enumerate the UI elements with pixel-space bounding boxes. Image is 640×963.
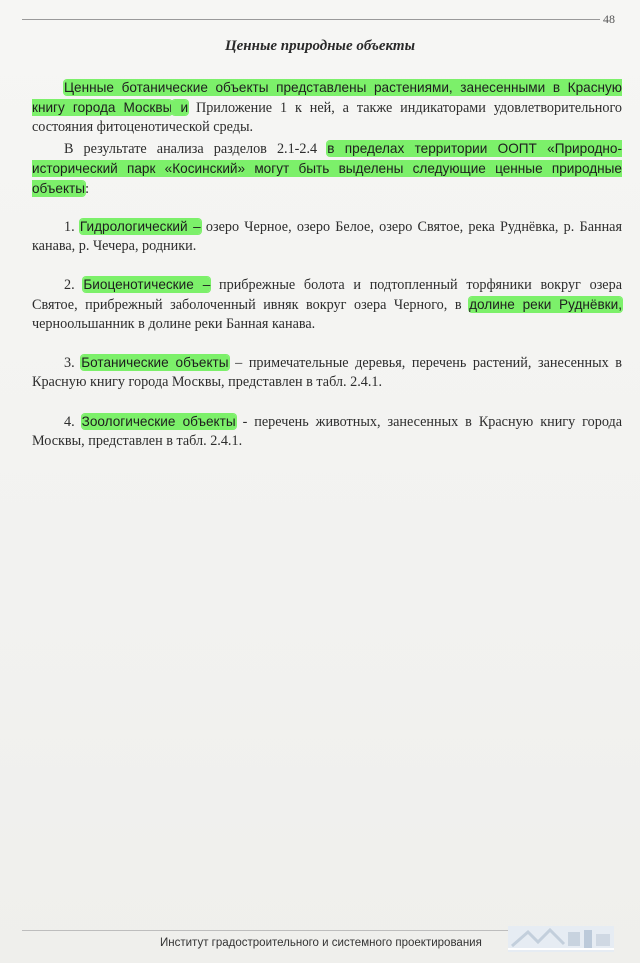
page-number: 48	[603, 12, 615, 26]
item-heading: Зоологические объекты	[81, 414, 236, 429]
list-item	[32, 412, 622, 451]
intro-paragraph	[32, 78, 622, 137]
item-text-c: черноольшанник в долине реки Банная канава.	[32, 316, 316, 332]
item-text: прибрежные болота и подтопленный торфяники вокруг озера Святое, прибрежный заболоченный ивняк вокруг озера Черного, в	[32, 277, 622, 313]
list-item	[32, 217, 622, 256]
item-number: 4.	[64, 414, 82, 430]
item-text: – примечательные деревья, перечень растений, занесенных в Красную книгу города Москвы, представлен в табл. 2.4.1.	[32, 355, 623, 390]
list-item	[32, 353, 622, 392]
item-highlight-b: долине реки Руднёвки,	[469, 297, 623, 312]
analysis-post: :	[85, 181, 90, 197]
header-rule	[22, 19, 600, 20]
intro-highlight-tail: и	[172, 100, 189, 115]
item-heading: Гидрологический –	[79, 219, 201, 234]
item-number: 2.	[64, 277, 84, 293]
intro-rest: Приложение 1 к ней, а также индикаторами удовлетворительного состояния фитоценотической среды.	[32, 100, 623, 135]
analysis-pre: В результате анализа разделов 2.1-2.4	[64, 141, 328, 157]
footer-rule	[22, 930, 522, 931]
footer-institute: Институт градостроительного и системного проектирования	[160, 937, 482, 949]
list-item	[32, 275, 622, 334]
item-number: 1.	[64, 219, 80, 235]
item-number: 3.	[64, 355, 82, 371]
analysis-highlight: в пределах территории ООПТ «Природно-исторический парк «Косинский» могут быть выделены следующие ценные природные объекты	[32, 141, 622, 196]
item-text: озеро Черное, озеро Белое, озеро Святое, река Руднëвка, р. Банная канава, р. Чечера, родники.	[32, 219, 623, 254]
item-heading: Биоценотические –	[83, 277, 211, 292]
item-heading: Ботанические объекты	[81, 355, 229, 370]
section-title: Ценные природные объекты	[224, 38, 416, 54]
item-text: - перечень животных, занесенных в Красную книгу города Москвы, представлен в табл. 2.4.1.	[32, 414, 623, 449]
analysis-paragraph	[32, 139, 622, 199]
institute-logo-icon	[508, 926, 614, 952]
intro-highlight: Ценные ботанические объекты представлены растениями, занесенными в Красную книгу города Москвы	[32, 80, 622, 115]
